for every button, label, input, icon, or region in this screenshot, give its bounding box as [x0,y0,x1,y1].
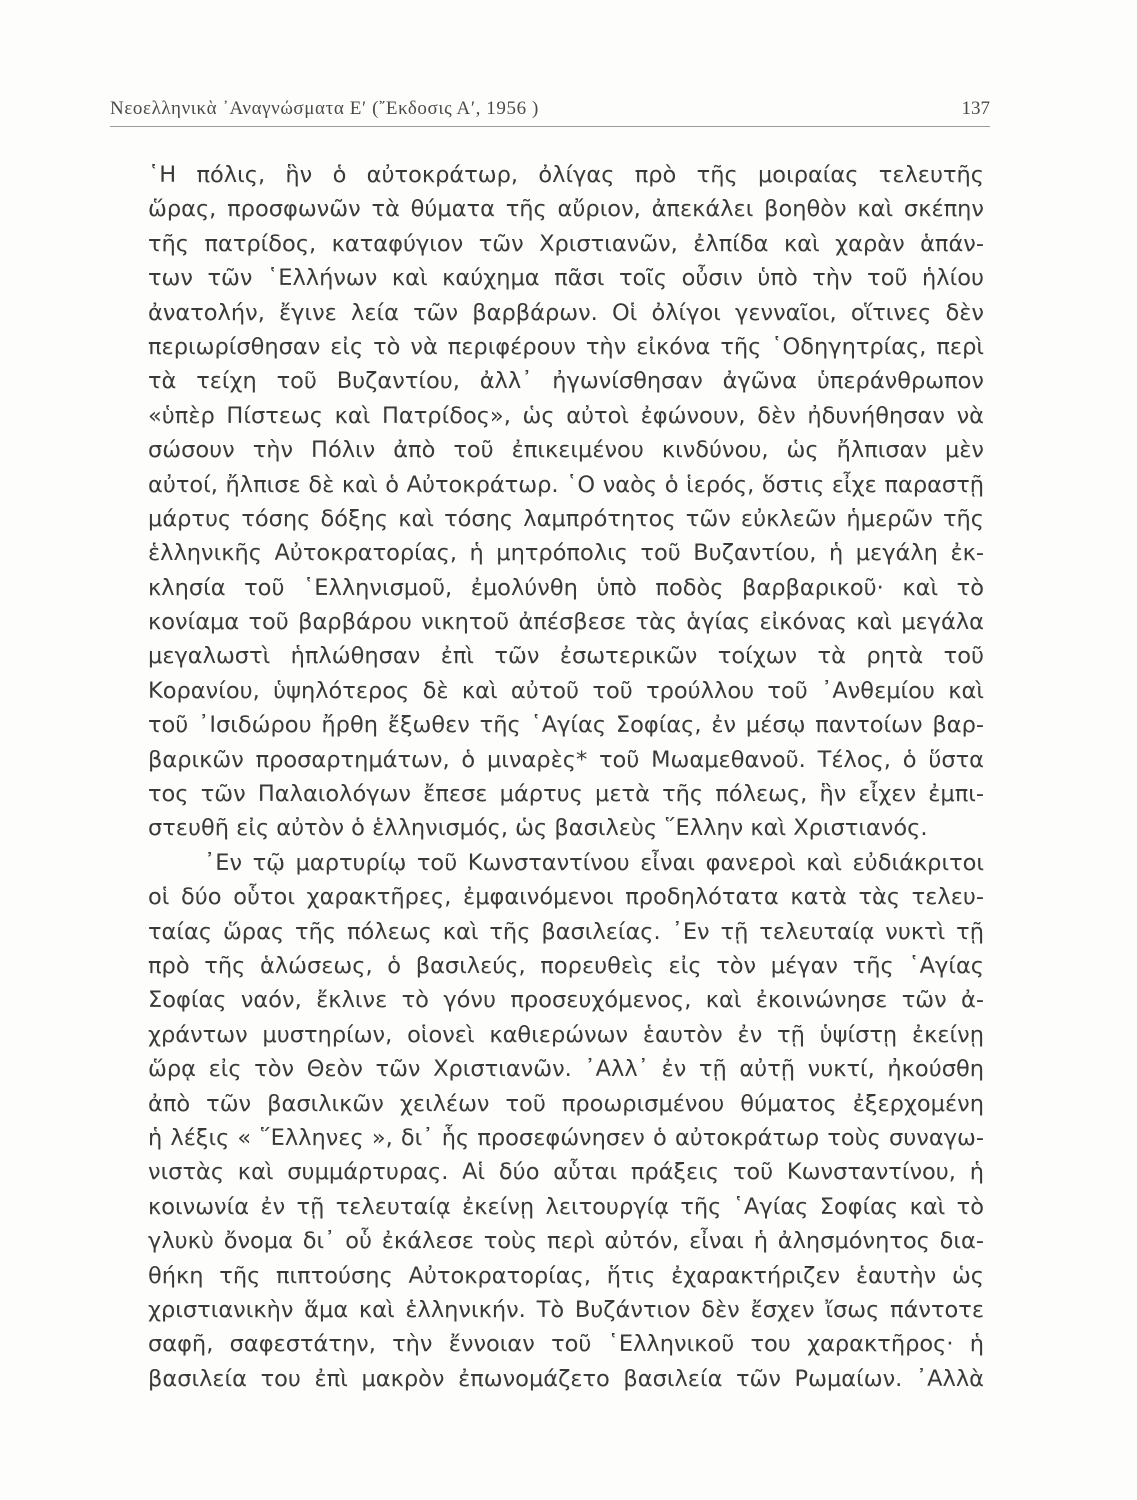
text-line: τος τῶν Παλαιολόγων ἔπεσε μάρτυς μετὰ τῆς πόλεως, ἣν εἶχεν ἐμπι- [148,781,984,808]
text-line: βαρικῶν προσαρτημάτων, ὁ μιναρὲς* τοῦ Μωαμεθανοῦ. Τέλος, ὁ ὕστα [148,746,984,773]
text-line: μάρτυς τόσης δόξης καὶ τόσης λαμπρότητος τῶν εὐκλεῶν ἡμερῶν τῆς [148,505,984,532]
text-line: κονίαμα τοῦ βαρβάρου νικητοῦ ἀπέσβεσε τὰς ἁγίας εἰκόνας καὶ μεγάλα [148,609,984,636]
text-line: ὥρᾳ εἰς τὸν Θεὸν τῶν Χριστιανῶν. ᾿Αλλ᾿ ἐν τῇ αὐτῇ νυκτί, ἠκούσθη [148,1056,984,1083]
text-line: βασιλεία του ἐπὶ μακρὸν ἐπωνομάζετο βασιλεία τῶν Ρωμαίων. ᾿Αλλὰ [148,1365,984,1392]
text-line: ἀπὸ τῶν βασιλικῶν χειλέων τοῦ προωρισμένου θύματος ἐξερχομένη [148,1090,984,1117]
text-line: Κορανίου, ὑψηλότερος δὲ καὶ αὐτοῦ τοῦ τρούλλου τοῦ ᾿Ανθεμίου καὶ [148,677,984,704]
text-line: μεγαλωστὶ ἡπλώθησαν ἐπὶ τῶν ἐσωτερικῶν τοίχων τὰ ρητὰ τοῦ [148,643,984,670]
text-line: αὐτοί, ἤλπισε δὲ καὶ ὁ Αὐτοκράτωρ. ῾Ο ναὸς ὁ ἱερός, ὅστις εἶχε παραστῇ [148,471,984,498]
text-line: ὥρας, προσφωνῶν τὰ θύματα τῆς αὔριον, ἀπεκάλει βοηθὸν καὶ σκέπην [148,196,984,223]
text-line: πρὸ τῆς ἁλώσεως, ὁ βασιλεύς, πορευθεὶς εἰς τὸν μέγαν τῆς ῾Αγίας [148,952,984,979]
text-line: θήκη τῆς πιπτούσης Αὐτοκρατορίας, ἥτις ἐχαρακτήριζεν ἑαυτὴν ὡς [148,1262,984,1289]
text-line: χράντων μυστηρίων, οἱονεὶ καθιερώνων ἑαυτὸν ἐν τῇ ὑψίστῃ ἐκείνῃ [148,1021,984,1048]
text-line: κοινωνία ἐν τῇ τελευταίᾳ ἐκείνῃ λειτουργίᾳ τῆς ῾Αγίας Σοφίας καὶ τὸ [148,1193,984,1220]
text-line: γλυκὺ ὄνομα δι᾿ οὗ ἐκάλεσε τοὺς περὶ αὐτόν, εἶναι ἡ ἀλησμόνητος δια- [148,1228,984,1255]
text-line: των τῶν ῾Ελλήνων καὶ καύχημα πᾶσι τοῖς οὖσιν ὑπὸ τὴν τοῦ ἡλίου [148,265,984,292]
text-line: περιωρίσθησαν εἰς τὸ νὰ περιφέρουν τὴν εἰκόνα τῆς ῾Οδηγητρίας, περὶ [148,333,984,360]
text-line: ταίας ὥρας τῆς πόλεως καὶ τῆς βασιλείας. ᾿Εν τῇ τελευταίᾳ νυκτὶ τῇ [148,918,984,945]
text-line: ᾿Εν τῷ μαρτυρίῳ τοῦ Κωνσταντίνου εἶναι φανεροὶ καὶ εὐδιάκριτοι [204,849,984,876]
text-line: τὰ τείχη τοῦ Βυζαντίου, ἀλλ᾿ ἠγωνίσθησαν ἀγῶνα ὑπεράνθρωπον [148,368,984,395]
text-line: τοῦ ᾿Ισιδώρου ἤρθη ἔξωθεν τῆς ῾Αγίας Σοφίας, ἐν μέσῳ παντοίων βαρ- [148,712,984,739]
text-line: ἑλληνικῆς Αὐτοκρατορίας, ἡ μητρόπολις τοῦ Βυζαντίου, ἡ μεγάλη ἐκ- [148,540,984,567]
text-line: σαφῆ, σαφεστάτην, τὴν ἔννοιαν τοῦ ῾Ελληνικοῦ του χαρακτῆρος· ἡ [148,1331,984,1358]
body-text [148,158,984,1396]
text-line: «ὑπὲρ Πίστεως καὶ Πατρίδος», ὡς αὐτοὶ ἐφώνουν, δὲν ἠδυνήθησαν νὰ [148,402,984,429]
page-number: 137 [961,98,990,119]
text-line: χριστιανικὴν ἅμα καὶ ἑλληνικήν. Τὸ Βυζάντιον δὲν ἔσχεν ἴσως πάντοτε [148,1296,984,1323]
text-line: ἡ λέξις « ῞Ελληνες », δι᾿ ἧς προσεφώνησεν ὁ αὐτοκράτωρ τοὺς συναγω- [148,1124,984,1151]
text-line: ῾Η πόλις, ἣν ὁ αὐτοκράτωρ, ὀλίγας πρὸ τῆς μοιραίας τελευτῆς [148,162,984,188]
text-line: κλησία τοῦ ῾Ελληνισμοῦ, ἐμολύνθη ὑπὸ ποδὸς βαρβαρικοῦ· καὶ τὸ [148,574,984,601]
running-header-title: Νεοελληνικὰ ᾿Αναγνώσματα Ε′ (῎Εκδοσις Α′, 1956 ) [110,98,539,119]
text-line: στευθῆ εἰς αὐτὸν ὁ ἑλληνισμός, ὡς βασιλεὺς ῞Ελλην καὶ Χριστιανός. [148,815,928,842]
text-line: νιστὰς καὶ συμμάρτυρας. Αἱ δύο αὗται πράξεις τοῦ Κωνσταντίνου, ἡ [148,1159,984,1186]
running-header [110,96,990,127]
text-line: σώσουν τὴν Πόλιν ἀπὸ τοῦ ἐπικειμένου κινδύνου, ὡς ἤλπισαν μὲν [148,437,984,464]
text-line: οἱ δύο οὗτοι χαρακτῆρες, ἐμφαινόμενοι προδηλότατα κατὰ τὰς τελευ- [148,884,984,911]
text-line: Σοφίας ναόν, ἔκλινε τὸ γόνυ προσευχόμενος, καὶ ἐκοινώνησε τῶν ἀ- [148,987,984,1014]
text-line: τῆς πατρίδος, καταφύγιον τῶν Χριστιανῶν, ἐλπίδα καὶ χαρὰν ἁπάν- [148,230,984,257]
text-line: ἀνατολήν, ἔγινε λεία τῶν βαρβάρων. Οἱ ὀλίγοι γενναῖοι, οἵτινες δὲν [148,299,984,326]
